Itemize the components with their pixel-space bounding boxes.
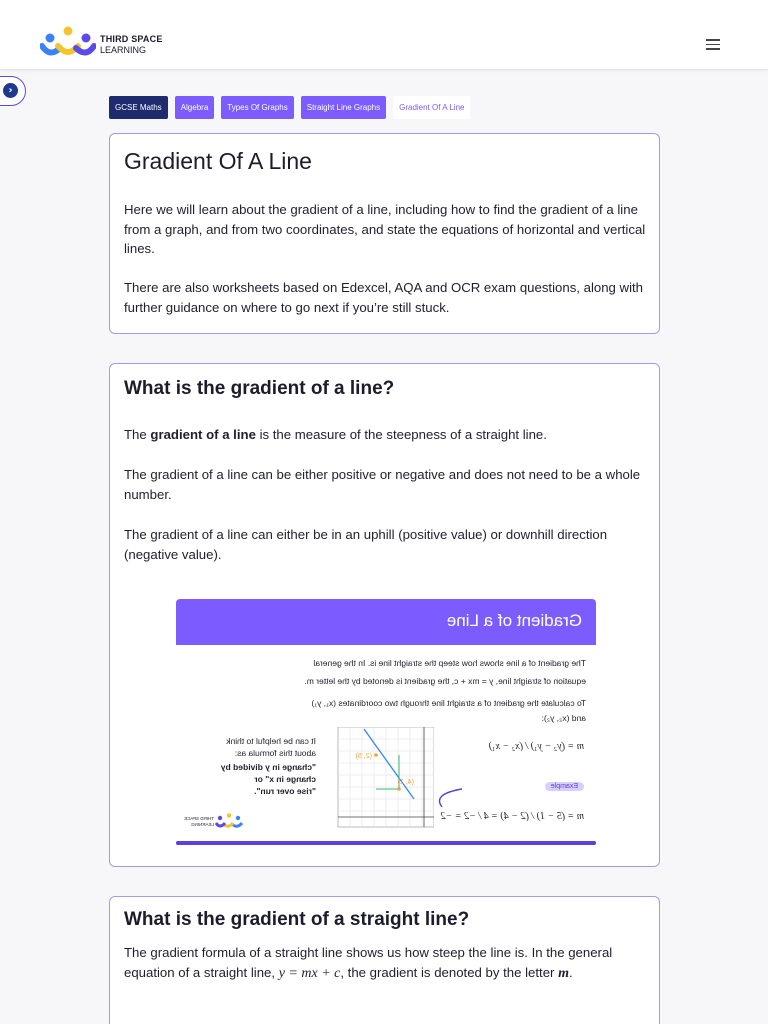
hamburger-menu-icon[interactable]: [704, 36, 722, 52]
para-text: The: [124, 427, 151, 442]
brand-name[interactable]: [100, 34, 163, 56]
infographic-text: and (x₂, y₂):: [541, 713, 586, 723]
tip-text: change in x" or: [254, 774, 316, 784]
infographic-text: The gradient of a line shows how steep the straight line is. In the general: [313, 658, 586, 668]
para-bold-term: gradient of a line: [150, 427, 256, 442]
breadcrumb: [109, 96, 470, 119]
infographic-bottom-border: [176, 841, 596, 845]
brand-line-2: LEARNING: [100, 45, 147, 55]
para-text: The gradient formula of a straight line shows us how steep the line is. In the general equation of a straight line,: [124, 945, 613, 980]
section-paragraph-1: [124, 425, 649, 445]
sidebar-toggle-button[interactable]: [0, 76, 26, 106]
para-text: , the gradient is denoted by the letter: [340, 964, 559, 980]
tip-text: "change in y divided by: [220, 762, 316, 772]
section-gradient-straight-line: [109, 896, 660, 1024]
infographic-text: To calculate the gradient of a straight line through two coordinates (x₁, y₁): [311, 698, 586, 708]
infographic-brand-text: THIRD SPACE LEARNING: [184, 816, 214, 827]
point-label-b: (2, 5): [355, 753, 372, 760]
brand-line-1: THIRD SPACE: [100, 34, 163, 44]
coordinate-grid-graph: [336, 727, 434, 831]
tip-text: "rise over run".: [254, 786, 316, 796]
point-label-a: (4, 1): [397, 779, 414, 786]
breadcrumb-types-of-graphs[interactable]: Types Of Graphs: [221, 96, 293, 119]
infographic-title: Gradient of a Line: [446, 611, 582, 630]
gradient-letter: m: [558, 965, 569, 981]
tip-text: about this formula as:: [234, 748, 316, 758]
equation: y = mx + c: [278, 965, 341, 981]
para-text: .: [569, 964, 573, 980]
intro-paragraph-1: Here we will learn about the gradient of a line, including how to find the gradient of a line from a graph, and from two coordinates, and state the equations of horizontal and vertical lines.: [124, 202, 646, 256]
section-paragraph-2: The gradient of a line can be either positive or negative and does not need to be a whole number.: [124, 467, 641, 502]
section-paragraph-3: The gradient of a line can either be in an uphill (positive value) or downhill direction (negative value).: [124, 527, 608, 562]
section-paragraph: [124, 943, 649, 983]
gradient-formula: m = (y₂ − y₁) / (x₂ − x₁): [488, 741, 584, 752]
infographic-text: equation of straight line, y = mx + c, the gradient is denoted by the letter m.: [304, 676, 586, 686]
section-heading: What is the gradient of a straight line?: [124, 909, 470, 930]
intro-card: [109, 133, 660, 334]
section-what-is-gradient: [109, 363, 660, 867]
infographic-brand-logo: [214, 813, 244, 829]
tip-text: It can be helpful to think: [226, 736, 316, 746]
gradient-infographic: [176, 599, 596, 849]
chevron-right-circle-icon: ›: [3, 83, 18, 98]
breadcrumb-gradient-of-a-line[interactable]: Gradient Of A Line: [393, 96, 470, 119]
breadcrumb-gcse-maths[interactable]: GCSE Maths: [109, 96, 168, 119]
infographic-mirrored-content: [176, 599, 596, 849]
page-title: Gradient Of A Line: [124, 148, 312, 174]
para-text: is the measure of the steepness of a straight line.: [255, 427, 547, 442]
intro-paragraph-2: There are also worksheets based on Edexcel, AQA and OCR exam questions, along with further guidance on where to go next if you’re still stuck.: [124, 280, 643, 315]
example-chip: Example: [545, 782, 584, 791]
third-space-learning-logo[interactable]: [40, 26, 96, 60]
breadcrumb-algebra[interactable]: Algebra: [175, 96, 215, 119]
breadcrumb-straight-line-graphs[interactable]: Straight Line Graphs: [301, 96, 386, 119]
site-header: [0, 0, 768, 70]
section-heading: What is the gradient of a line?: [124, 378, 395, 399]
example-calculation: m = (5 − 1) / (2 − 4) = 4 / −2 = −2: [440, 811, 584, 822]
